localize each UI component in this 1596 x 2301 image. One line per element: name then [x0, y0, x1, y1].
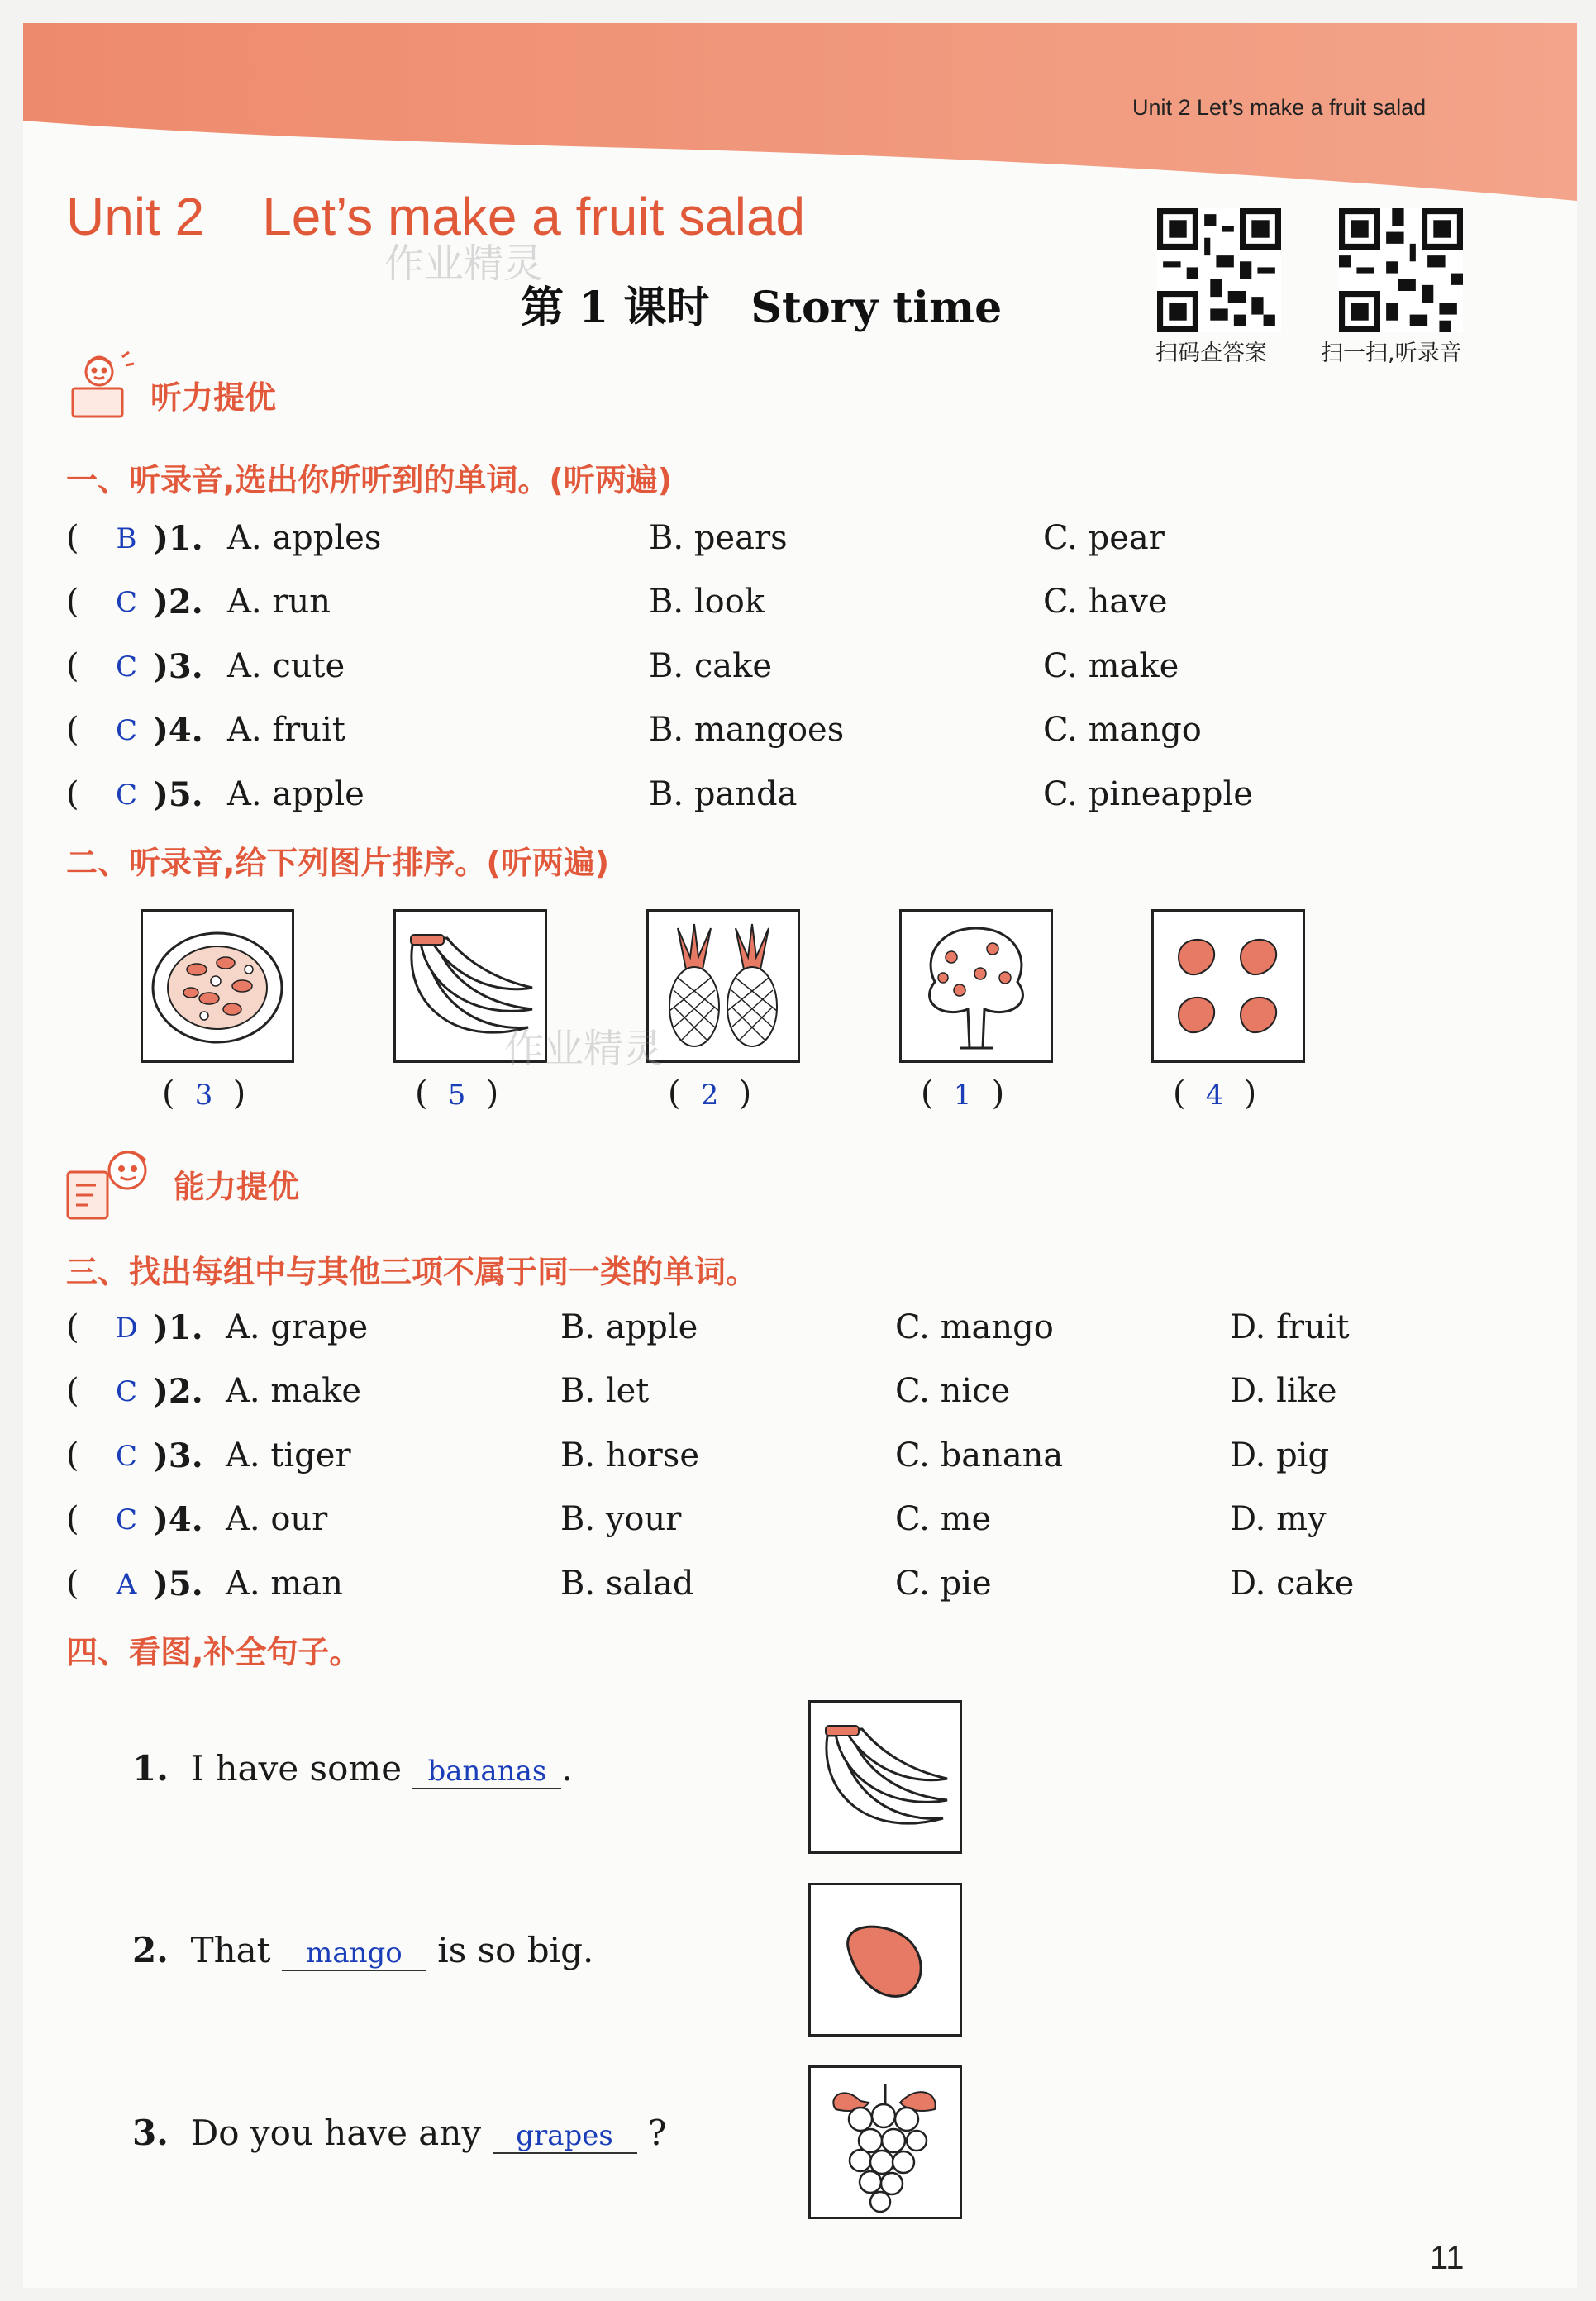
- answer-paren: (: [66, 775, 79, 813]
- option-c: C. pear: [1043, 519, 1165, 557]
- order-value[interactable]: 2: [700, 1079, 719, 1112]
- q2-order-4: ( 1 ): [921, 1074, 1005, 1112]
- item-number: )1.: [153, 519, 203, 558]
- item-number: 2.: [132, 1930, 169, 1970]
- answer-blank[interactable]: mango: [282, 1937, 426, 1971]
- section-ability-heading: 能力提优: [174, 1169, 300, 1205]
- q2-picture-1: [141, 909, 294, 1063]
- option-b: B. pears: [649, 519, 788, 557]
- sentence-after: ?: [647, 2113, 667, 2153]
- q4-sentence-2: [132, 1930, 593, 1971]
- order-value[interactable]: 3: [194, 1079, 213, 1112]
- option-b: B. look: [649, 583, 765, 621]
- question-2-title: 二、听录音,给下列图片排序。(听两遍): [66, 845, 610, 881]
- q4-picture-1: [808, 1700, 962, 1854]
- item-number: )5.: [153, 775, 203, 814]
- option-d: D. like: [1230, 1372, 1337, 1410]
- question-3-title: 三、找出每组中与其他三项不属于同一类的单词。: [66, 1254, 758, 1290]
- option-a: A. run: [227, 583, 331, 621]
- option-d: D. cake: [1230, 1565, 1355, 1603]
- unit-name: Let’s make a fruit salad: [262, 187, 806, 246]
- answer-value[interactable]: C: [115, 1375, 137, 1408]
- option-b: B. let: [560, 1372, 650, 1410]
- answer-paren: (: [66, 1500, 79, 1538]
- option-c: C. mango: [1043, 711, 1202, 749]
- option-c: C. pie: [895, 1565, 992, 1603]
- answer-paren: (: [66, 1436, 79, 1474]
- q4-picture-3: [808, 2065, 962, 2219]
- pineapples-icon: [649, 912, 798, 1060]
- fruit-tree-icon: [902, 912, 1051, 1060]
- answers-qr-label: 扫码查答案: [1155, 341, 1267, 366]
- sentence-before: Do you have any: [190, 2113, 482, 2153]
- item-number: )3.: [153, 1436, 203, 1475]
- mangoes-icon: [1154, 912, 1303, 1060]
- option-b: B. salad: [560, 1565, 694, 1603]
- audio-qr-label: 扫一扫,听录音: [1321, 341, 1462, 366]
- watermark: 作业精灵: [384, 241, 544, 287]
- item-number: )1.: [153, 1308, 203, 1347]
- q4-picture-2: [808, 1883, 962, 2037]
- q4-sentence-1: [132, 1748, 573, 1789]
- answers-qr-icon[interactable]: [1157, 208, 1281, 332]
- item-number: )2.: [153, 1372, 203, 1411]
- answer-blank[interactable]: grapes: [493, 2119, 637, 2154]
- option-b: B. panda: [649, 775, 798, 813]
- ability-mascot-icon: [63, 1142, 160, 1225]
- q2-order-2: ( 5 ): [415, 1074, 499, 1112]
- option-a: A. make: [226, 1372, 362, 1410]
- answer-value[interactable]: D: [115, 1312, 138, 1345]
- answer-paren: (: [66, 1565, 79, 1603]
- answer-value[interactable]: C: [115, 779, 137, 812]
- answer-value[interactable]: C: [115, 714, 137, 747]
- option-a: A. man: [226, 1565, 343, 1603]
- answer-paren: (: [66, 519, 79, 557]
- answer-blank[interactable]: bananas: [412, 1755, 561, 1789]
- bananas-icon: [811, 1703, 960, 1851]
- option-b: B. cake: [649, 647, 772, 685]
- order-value[interactable]: 5: [447, 1079, 466, 1112]
- option-a: A. cute: [227, 647, 345, 685]
- option-c: C. have: [1043, 583, 1168, 621]
- item-number: 1.: [132, 1748, 169, 1789]
- option-a: A. our: [226, 1500, 328, 1538]
- sentence-before: That: [190, 1930, 271, 1970]
- answer-value[interactable]: C: [115, 1440, 137, 1473]
- q2-picture-3: [646, 909, 800, 1063]
- answer-paren: (: [66, 1372, 79, 1410]
- grapes-icon: [811, 2068, 960, 2217]
- q2-picture-4: [899, 909, 1053, 1063]
- option-a: A. apples: [227, 519, 382, 557]
- fruit-salad-plate-icon: [143, 912, 292, 1060]
- item-number: )4.: [153, 711, 203, 750]
- answer-value[interactable]: C: [115, 1503, 137, 1536]
- lesson-topic: Story time: [750, 283, 1003, 333]
- option-b: B. horse: [560, 1436, 699, 1474]
- option-c: C. pineapple: [1043, 775, 1253, 813]
- order-value[interactable]: 1: [953, 1079, 972, 1112]
- option-b: B. your: [560, 1500, 682, 1538]
- option-d: D. fruit: [1230, 1308, 1350, 1346]
- option-c: C. make: [1043, 647, 1179, 685]
- answer-paren: (: [66, 647, 79, 685]
- item-number: )5.: [153, 1565, 203, 1603]
- section-listening-heading: 听力提优: [150, 379, 277, 416]
- listening-mascot-icon: [64, 347, 141, 423]
- q2-order-3: ( 2 ): [668, 1074, 752, 1112]
- unit-number: Unit 2: [66, 187, 205, 246]
- answer-paren: (: [66, 711, 79, 749]
- option-c: C. nice: [895, 1372, 1011, 1410]
- answer-paren: (: [66, 583, 79, 621]
- option-d: D. my: [1230, 1500, 1327, 1538]
- question-1-title: 一、听录音,选出你所听到的单词。(听两遍): [66, 462, 673, 498]
- option-a: A. tiger: [226, 1436, 351, 1474]
- option-a: A. grape: [226, 1308, 369, 1346]
- page-number: 11: [1430, 2240, 1465, 2276]
- option-a: A. fruit: [227, 711, 345, 749]
- item-number: )3.: [153, 647, 203, 686]
- answer-paren: (: [66, 1308, 79, 1346]
- option-a: A. apple: [227, 775, 364, 813]
- sentence-after: is so big.: [437, 1930, 594, 1970]
- q2-picture-5: [1151, 909, 1305, 1063]
- answer-value[interactable]: C: [115, 586, 137, 619]
- mango-icon: [811, 1885, 960, 2034]
- option-c: C. banana: [895, 1436, 1064, 1474]
- lesson-number: 第 1 课时: [521, 283, 710, 333]
- watermark: 作业精灵: [504, 1026, 664, 1072]
- sentence-after: .: [561, 1748, 573, 1789]
- answer-value[interactable]: B: [116, 522, 137, 555]
- lesson-subtitle: [521, 273, 1002, 335]
- question-4-title: 四、看图,补全句子。: [66, 1634, 361, 1670]
- item-number: )4.: [153, 1500, 203, 1539]
- order-value[interactable]: 4: [1205, 1079, 1224, 1112]
- q4-sentence-3: [132, 2113, 666, 2154]
- item-number: )2.: [153, 583, 203, 622]
- answer-value[interactable]: A: [116, 1568, 137, 1601]
- q2-order-5: ( 4 ): [1173, 1074, 1257, 1112]
- option-b: B. mangoes: [649, 711, 845, 749]
- running-head: Unit 2 Let’s make a fruit salad: [1132, 95, 1427, 120]
- option-c: C. me: [895, 1500, 992, 1538]
- option-d: D. pig: [1230, 1436, 1330, 1474]
- option-b: B. apple: [560, 1308, 698, 1346]
- item-number: 3.: [132, 2113, 169, 2153]
- sentence-before: I have some: [190, 1748, 403, 1789]
- option-c: C. mango: [895, 1308, 1054, 1346]
- q2-order-1: ( 3 ): [162, 1074, 246, 1112]
- answer-value[interactable]: C: [115, 650, 137, 684]
- audio-qr-icon[interactable]: [1339, 208, 1463, 332]
